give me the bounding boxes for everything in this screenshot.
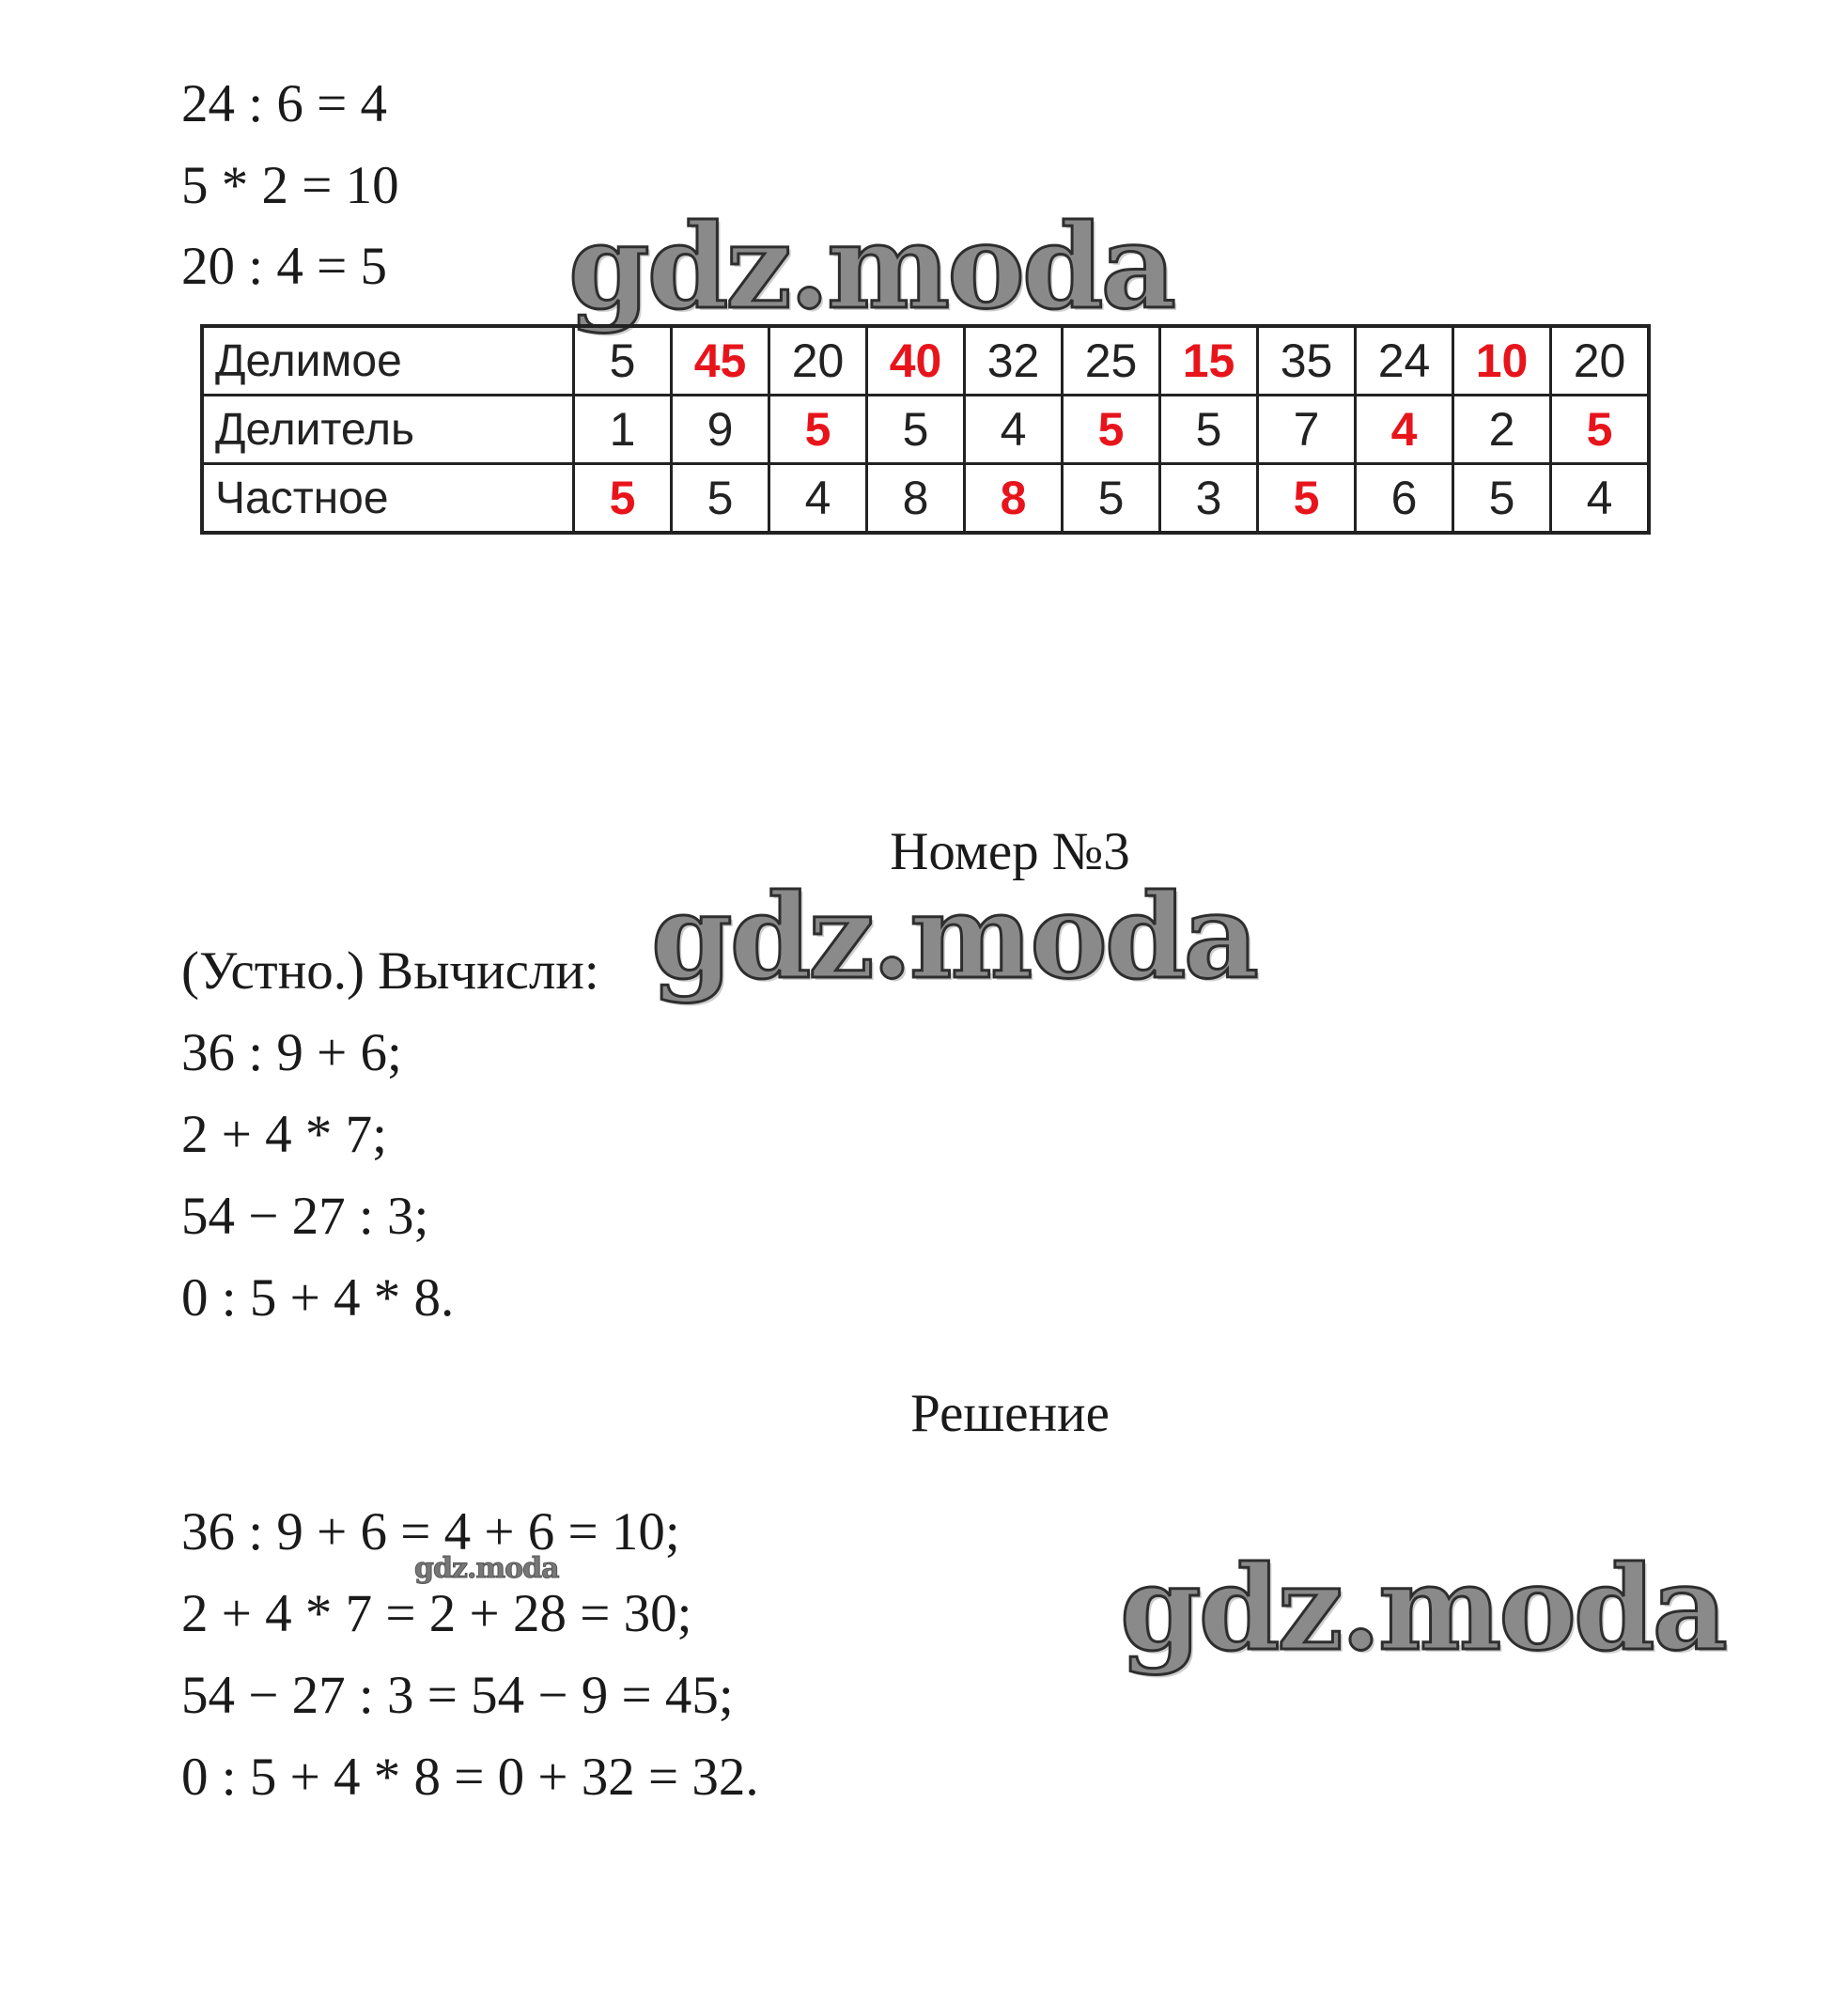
equation-line-1: 24 : 6 = 4 [181,74,387,133]
table-cell: 8 [867,464,965,534]
table-cell: 35 [1258,326,1356,396]
table-row [202,464,1649,534]
table-cell: 5 [672,464,769,534]
table-cell: 20 [1551,326,1650,396]
table-cell: 25 [1063,326,1160,396]
table-cell: 1 [574,396,672,464]
solution-line-4: 0 : 5 + 4 * 8 = 0 + 32 = 32. [181,1748,759,1807]
table-cell-answer: 5 [1551,396,1650,464]
table-cell: 6 [1356,464,1453,534]
task-heading: Номер №3 [890,822,1130,881]
table-cell: 4 [769,464,867,534]
equation-line-2: 5 * 2 = 10 [181,156,399,215]
table-cell: 5 [1453,464,1551,534]
solution-line-1: 36 : 9 + 6 = 4 + 6 = 10; [181,1502,680,1562]
table-cell: 3 [1160,464,1258,534]
table-cell: 2 [1453,396,1551,464]
solution-line-3: 54 − 27 : 3 = 54 − 9 = 45; [181,1666,734,1725]
table-cell-answer: 5 [769,396,867,464]
watermark-logo: gdz.moda [568,199,1173,335]
table-row-label: Частное [202,464,574,534]
table-row-label: Делимое [202,326,574,396]
task-expression-3: 54 − 27 : 3; [181,1187,429,1246]
table-cell: 9 [672,396,769,464]
solution-heading: Решение [910,1384,1110,1443]
equation-line-3: 20 : 4 = 5 [181,237,387,296]
table-cell-answer: 8 [965,464,1063,534]
table-row-label: Делитель [202,396,574,464]
table-cell-answer: 10 [1453,326,1551,396]
task-prompt: (Устно.) Вычисли: [181,941,599,1001]
table-cell: 5 [1160,396,1258,464]
table-cell: 24 [1356,326,1453,396]
watermark-logo-small: gdz.moda [414,1552,559,1585]
table-cell-answer: 5 [574,464,672,534]
table-cell: 4 [1551,464,1650,534]
task-expression-4: 0 : 5 + 4 * 8. [181,1268,455,1328]
table-cell: 5 [574,326,672,396]
task-expression-2: 2 + 4 * 7; [181,1105,387,1164]
table-cell: 7 [1258,396,1356,464]
solution-line-2: 2 + 4 * 7 = 2 + 28 = 30; [181,1584,692,1643]
table-cell-answer: 40 [867,326,965,396]
table-cell: 5 [867,396,965,464]
table-cell-answer: 5 [1258,464,1356,534]
division-table [200,324,1651,535]
table-cell: 5 [1063,464,1160,534]
table-cell-answer: 4 [1356,396,1453,464]
table-cell: 4 [965,396,1063,464]
table-row [202,396,1649,464]
table-cell-answer: 15 [1160,326,1258,396]
table-cell-answer: 5 [1063,396,1160,464]
table-cell: 32 [965,326,1063,396]
watermark-logo: gdz.moda [651,869,1256,1005]
task-expression-1: 36 : 9 + 6; [181,1023,402,1082]
table-row [202,326,1649,396]
table-cell-answer: 45 [672,326,769,396]
watermark-logo: gdz.moda [1120,1541,1725,1677]
table-cell: 20 [769,326,867,396]
